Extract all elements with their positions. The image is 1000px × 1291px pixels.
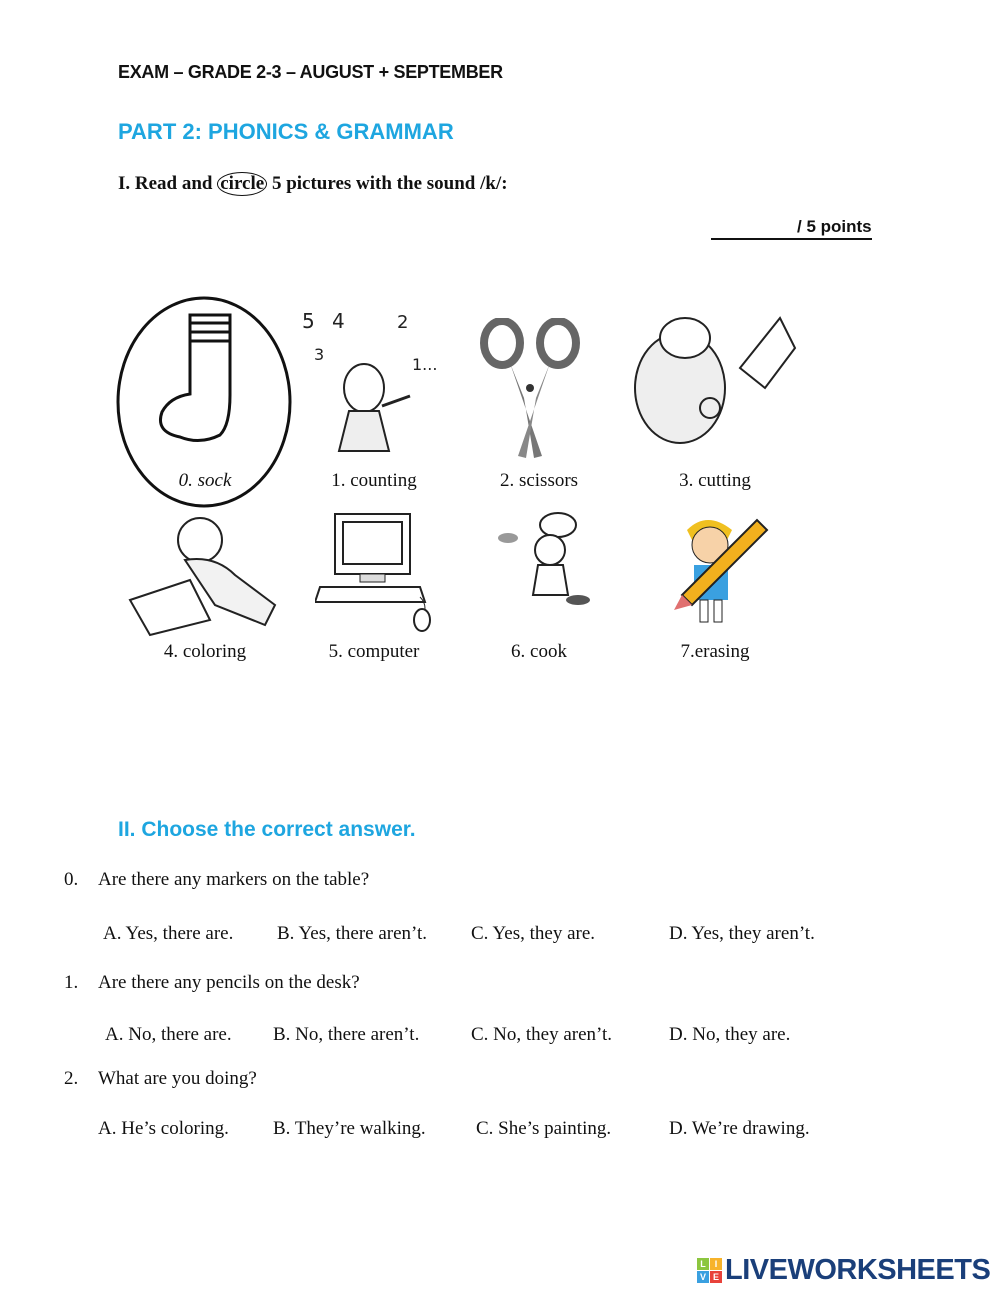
picture-label: 3. cutting [679,470,751,491]
counting-icon[interactable] [302,308,447,458]
svg-text:5: 5 [302,309,315,333]
liveworksheets-logo [697,1254,990,1287]
logo-text: LIVEWORKSHEETS [725,1254,991,1286]
picture-label: 6. cook [511,641,567,662]
picture-label: 4. coloring [163,641,247,662]
svg-text:1...: 1... [412,355,438,374]
circled-word: circle [217,172,267,196]
computer-icon[interactable] [315,512,445,632]
logo-letter: L [697,1258,709,1270]
answer-option[interactable]: C. Yes, they are. [471,923,596,944]
svg-text:2: 2 [397,312,409,333]
section1-instruction [118,172,508,196]
picture-label: 2. scissors [499,470,579,491]
answer-option[interactable]: B. No, there aren’t. [273,1024,420,1045]
logo-letter: I [710,1258,722,1270]
exam-title: EXAM – GRADE 2-3 – AUGUST + SEPTEMBER [118,62,503,82]
part-heading: PART 2: PHONICS & GRAMMAR [118,119,454,144]
coloring-icon[interactable] [125,510,285,640]
question-number: 1. [64,972,79,993]
score-blank[interactable]: / 5 points [711,216,872,240]
scissors-icon[interactable] [480,318,580,460]
erasing-icon[interactable] [652,510,777,625]
answer-option[interactable]: A. Yes, there are. [103,923,234,944]
answer-option[interactable]: C. She’s painting. [476,1118,612,1139]
instruction-suffix: 5 pictures with the sound /k/: [267,173,508,194]
cook-icon[interactable] [488,510,593,610]
logo-letter: E [710,1271,722,1283]
logo-letter: V [697,1271,709,1283]
svg-text:4: 4 [332,309,345,333]
picture-label: 5. computer [328,641,420,662]
question-number: 0. [64,869,79,890]
picture-label: 0. sock [178,470,232,491]
answer-option[interactable]: B. They’re walking. [273,1118,426,1139]
svg-text:3: 3 [314,345,325,364]
picture-label: 7.erasing [680,641,750,662]
answer-option[interactable]: D. We’re drawing. [669,1118,810,1139]
answer-option[interactable]: D. No, they are. [669,1024,791,1045]
logo-icon [697,1258,722,1283]
answer-option[interactable]: A. He’s coloring. [98,1118,229,1139]
answer-option[interactable]: C. No, they aren’t. [471,1024,613,1045]
question-text: What are you doing? [98,1068,257,1089]
question-text: Are there any markers on the table? [98,869,370,890]
question-text: Are there any pencils on the desk? [98,972,360,993]
answer-option[interactable]: D. Yes, they aren’t. [669,923,815,944]
cutting-icon[interactable] [630,308,800,458]
answer-option[interactable]: A. No, there are. [105,1024,232,1045]
picture-label: 1. counting [331,470,417,491]
question-number: 2. [64,1068,79,1089]
answer-option[interactable]: B. Yes, there aren’t. [277,923,428,944]
section2-heading: II. Choose the correct answer. [118,818,416,841]
instruction-prefix: I. Read and [118,173,218,194]
